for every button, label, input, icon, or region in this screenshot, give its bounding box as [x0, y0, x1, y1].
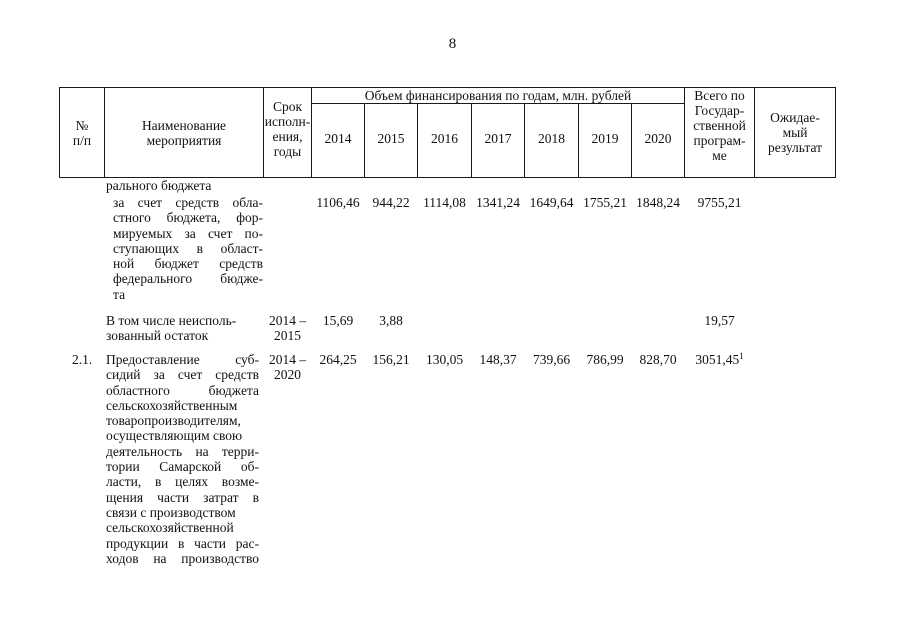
- row-name-line: товаропроизводителям,: [106, 413, 241, 429]
- row-name-line: за счет средств обла-: [113, 195, 263, 210]
- header-result-line: Ожидае-: [770, 110, 820, 125]
- row-term-line: 2014 –: [268, 313, 307, 328]
- value-2017: 1341,24: [476, 195, 520, 210]
- row-name-line: щения части затрат в: [106, 489, 259, 505]
- row-name-line: рального бюджета: [106, 178, 212, 193]
- row-name-line: сидий за счет средств: [106, 367, 259, 383]
- row-name-line: зованный остаток: [106, 328, 209, 344]
- header-year-2014: 2014: [324, 131, 352, 146]
- row-name-line: продукции в части рас-: [106, 535, 259, 551]
- header-name-line: мероприятия: [146, 133, 222, 148]
- value-2017: 148,37: [479, 352, 517, 367]
- row-name: [106, 352, 259, 566]
- row-name-line: ступающих в област-: [113, 240, 263, 256]
- header-term-line: исполн-: [264, 114, 311, 129]
- value-2015: 944,22: [372, 195, 410, 210]
- value-total-text: 3051,45: [695, 352, 740, 367]
- row-name-line: ной бюджет средств: [113, 256, 263, 272]
- value-2014: 264,25: [319, 352, 357, 367]
- header-term-line: Срок: [272, 99, 303, 114]
- header-result-line: мый: [782, 125, 808, 140]
- header-term-line: ения,: [272, 129, 303, 144]
- page-number: 8: [448, 36, 457, 52]
- header-year-2020: 2020: [644, 131, 672, 146]
- row-term: [264, 352, 311, 382]
- header-result: [755, 110, 835, 155]
- value-2020: 1848,24: [636, 195, 680, 210]
- row-name-line: та: [113, 286, 126, 302]
- funding-header-divider: [311, 103, 684, 104]
- value-2016: 1114,08: [423, 195, 466, 210]
- header-total-line: ственной: [693, 118, 746, 133]
- row-name-line: Предоставление суб-: [106, 352, 259, 367]
- value-2019: 1755,21: [583, 195, 627, 210]
- row-name: [113, 195, 263, 302]
- row-number: 2.1.: [72, 352, 93, 367]
- row-name-line: связи с производством: [106, 504, 236, 520]
- row-name: [106, 178, 262, 193]
- header-total-line: Государ-: [694, 103, 745, 118]
- value-total: 19,57: [704, 313, 735, 328]
- header-year-2017: 2017: [484, 131, 512, 146]
- value-2020: 828,70: [639, 352, 677, 367]
- value-2019: 786,99: [586, 352, 624, 367]
- row-name-line: областного бюджета: [106, 382, 259, 398]
- value-2014: 15,69: [322, 313, 354, 328]
- header-funding: Объем финансирования по годам, млн. рублей: [364, 88, 632, 103]
- value-2015: 156,21: [372, 352, 410, 367]
- header-total-line: програм-: [693, 133, 746, 148]
- row-name: [106, 313, 262, 344]
- footnote-marker: 1: [739, 351, 744, 361]
- row-name-line: ходов на производство: [106, 550, 259, 566]
- row-term-line: 2014 –: [268, 352, 307, 367]
- header-year-2016: 2016: [431, 131, 458, 146]
- value-total: [685, 352, 754, 367]
- header-term-line: годы: [273, 144, 302, 159]
- col-border: [835, 87, 836, 177]
- row-name-line: тории Самарской об-: [106, 459, 259, 475]
- row-name-line: В том числе неисполь-: [106, 313, 237, 328]
- row-name-line: осуществляющим свою: [106, 428, 243, 444]
- header-name: [105, 118, 263, 148]
- value-2018: 739,66: [532, 352, 571, 367]
- value-2018: 1649,64: [529, 195, 574, 210]
- row-term-line: 2020: [274, 367, 301, 382]
- row-name-line: сельскохозяйственным: [106, 397, 238, 413]
- header-no-line: п/п: [72, 133, 92, 148]
- row-name-line: федерального бюдже-: [113, 271, 263, 287]
- header-name-line: Наименование: [141, 118, 227, 133]
- header-year-2019: 2019: [591, 131, 619, 146]
- header-total-line: ме: [712, 148, 727, 163]
- row-name-line: сельскохозяйственной: [106, 520, 234, 536]
- row-name-line: деятельность на терри-: [106, 443, 259, 459]
- header-no: [60, 118, 104, 148]
- value-total: 9755,21: [697, 195, 742, 210]
- header-year-2018: 2018: [538, 131, 565, 146]
- value-2015: 3,88: [379, 313, 403, 328]
- row-name-line: мируемых за счет по-: [113, 225, 263, 241]
- row-term-line: 2015: [274, 328, 301, 343]
- row-term: [264, 313, 311, 343]
- header-year-2015: 2015: [377, 131, 405, 146]
- value-2014: 1106,46: [316, 195, 360, 210]
- header-no-line: №: [75, 118, 89, 133]
- header-total: [685, 88, 754, 163]
- header-result-line: результат: [767, 140, 823, 155]
- row-name-line: ласти, в целях возме-: [106, 474, 259, 490]
- row-name-line: стного бюджета, фор-: [113, 210, 263, 226]
- header-term: [264, 99, 311, 159]
- header-total-line: Всего по: [694, 88, 745, 103]
- value-2016: 130,05: [425, 352, 464, 367]
